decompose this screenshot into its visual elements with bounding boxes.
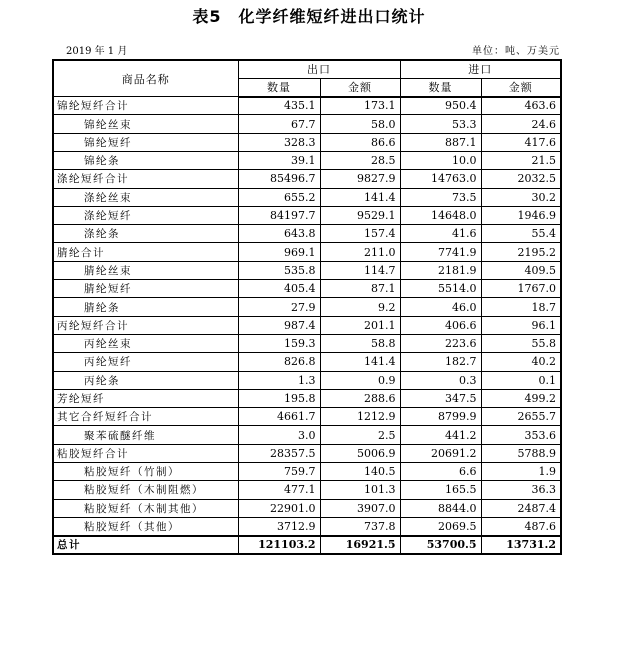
- cell-export-amount: 58.8: [320, 334, 400, 352]
- cell-export-amount: 3907.0: [320, 499, 400, 517]
- cell-import-amount: 55.8: [481, 334, 561, 352]
- cell-export-amount: 9529.1: [320, 206, 400, 224]
- cell-import-amount: 30.2: [481, 188, 561, 206]
- cell-import-amount: 40.2: [481, 353, 561, 371]
- header-export-amount: 金额: [320, 78, 400, 96]
- row-name: 粘胶短纤（其他）: [53, 517, 238, 535]
- total-export-amount: 16921.5: [320, 536, 400, 554]
- cell-import-amount: 499.2: [481, 389, 561, 407]
- cell-import-qty: 20691.2: [400, 444, 481, 462]
- cell-export-qty: 159.3: [238, 334, 320, 352]
- cell-export-amount: 140.5: [320, 463, 400, 481]
- cell-import-qty: 46.0: [400, 298, 481, 316]
- total-export-qty: 121103.2: [238, 536, 320, 554]
- report-date: 2019 年 1 月: [66, 46, 128, 57]
- cell-import-amount: 96.1: [481, 316, 561, 334]
- row-name: 其它合纤短纤合计: [53, 408, 238, 426]
- cell-export-qty: 22901.0: [238, 499, 320, 517]
- row-name: 聚苯硫醚纤维: [53, 426, 238, 444]
- cell-import-amount: 21.5: [481, 151, 561, 169]
- table-row: [53, 426, 561, 444]
- cell-import-qty: 347.5: [400, 389, 481, 407]
- cell-import-qty: 7741.9: [400, 243, 481, 261]
- cell-export-qty: 987.4: [238, 316, 320, 334]
- cell-import-amount: 2195.2: [481, 243, 561, 261]
- cell-export-qty: 655.2: [238, 188, 320, 206]
- cell-import-qty: 950.4: [400, 97, 481, 115]
- cell-export-qty: 826.8: [238, 353, 320, 371]
- row-name: 丙纶短纤合计: [53, 316, 238, 334]
- row-name: 丙纶短纤: [53, 353, 238, 371]
- cell-import-amount: 1.9: [481, 463, 561, 481]
- cell-export-qty: 328.3: [238, 133, 320, 151]
- cell-export-qty: 4661.7: [238, 408, 320, 426]
- cell-import-amount: 1767.0: [481, 280, 561, 298]
- cell-export-amount: 141.4: [320, 353, 400, 371]
- cell-import-qty: 2181.9: [400, 261, 481, 279]
- header-import: 进口: [400, 60, 561, 78]
- cell-import-qty: 223.6: [400, 334, 481, 352]
- cell-export-qty: 84197.7: [238, 206, 320, 224]
- row-name: 腈纶短纤: [53, 280, 238, 298]
- cell-import-amount: 24.6: [481, 115, 561, 133]
- cell-import-amount: 0.1: [481, 371, 561, 389]
- table-row: [53, 298, 561, 316]
- cell-export-amount: 141.4: [320, 188, 400, 206]
- row-name: 腈纶丝束: [53, 261, 238, 279]
- cell-import-amount: 353.6: [481, 426, 561, 444]
- row-name: 腈纶合计: [53, 243, 238, 261]
- table-title: 表5 化学纤维短纤进出口统计: [192, 7, 426, 26]
- cell-import-qty: 2069.5: [400, 517, 481, 535]
- cell-import-qty: 0.3: [400, 371, 481, 389]
- cell-import-amount: 55.4: [481, 225, 561, 243]
- cell-export-amount: 9827.9: [320, 170, 400, 188]
- cell-export-amount: 28.5: [320, 151, 400, 169]
- table-row: [53, 133, 561, 151]
- cell-import-amount: 18.7: [481, 298, 561, 316]
- cell-import-qty: 41.6: [400, 225, 481, 243]
- cell-export-amount: 201.1: [320, 316, 400, 334]
- cell-export-qty: 39.1: [238, 151, 320, 169]
- header-export: 出口: [238, 60, 400, 78]
- table-row: [53, 243, 561, 261]
- table-row: [53, 115, 561, 133]
- table-row: [53, 481, 561, 499]
- table-row: [53, 371, 561, 389]
- row-name: 粘胶短纤（竹制）: [53, 463, 238, 481]
- cell-import-qty: 8844.0: [400, 499, 481, 517]
- cell-import-amount: 463.6: [481, 97, 561, 115]
- cell-export-amount: 288.6: [320, 389, 400, 407]
- row-name: 锦纶短纤: [53, 133, 238, 151]
- cell-import-amount: 5788.9: [481, 444, 561, 462]
- cell-export-qty: 405.4: [238, 280, 320, 298]
- cell-export-qty: 477.1: [238, 481, 320, 499]
- cell-import-qty: 441.2: [400, 426, 481, 444]
- header-row-1: [53, 60, 561, 78]
- cell-export-qty: 85496.7: [238, 170, 320, 188]
- cell-import-qty: 73.5: [400, 188, 481, 206]
- fiber-trade-table: [52, 59, 562, 555]
- table-row: [53, 517, 561, 535]
- row-name: 丙纶条: [53, 371, 238, 389]
- header-name: 商品名称: [53, 60, 238, 97]
- cell-export-amount: 9.2: [320, 298, 400, 316]
- cell-import-amount: 409.5: [481, 261, 561, 279]
- table-row: [53, 97, 561, 115]
- row-name: 锦纶条: [53, 151, 238, 169]
- cell-export-qty: 67.7: [238, 115, 320, 133]
- table-row: [53, 225, 561, 243]
- table-row: [53, 316, 561, 334]
- cell-import-amount: 36.3: [481, 481, 561, 499]
- cell-import-amount: 417.6: [481, 133, 561, 151]
- row-name: 粘胶短纤合计: [53, 444, 238, 462]
- row-name: 锦纶丝束: [53, 115, 238, 133]
- cell-import-amount: 2655.7: [481, 408, 561, 426]
- table-row: [53, 334, 561, 352]
- cell-export-amount: 157.4: [320, 225, 400, 243]
- cell-export-qty: 27.9: [238, 298, 320, 316]
- total-label: 总计: [53, 536, 238, 554]
- cell-export-qty: 759.7: [238, 463, 320, 481]
- cell-import-qty: 8799.9: [400, 408, 481, 426]
- cell-import-amount: 2032.5: [481, 170, 561, 188]
- cell-export-amount: 2.5: [320, 426, 400, 444]
- table-row: [53, 499, 561, 517]
- cell-export-qty: 643.8: [238, 225, 320, 243]
- cell-import-qty: 14763.0: [400, 170, 481, 188]
- cell-import-amount: 2487.4: [481, 499, 561, 517]
- table-row: [53, 408, 561, 426]
- cell-export-amount: 737.8: [320, 517, 400, 535]
- cell-import-amount: 1946.9: [481, 206, 561, 224]
- cell-export-qty: 969.1: [238, 243, 320, 261]
- row-name: 锦纶短纤合计: [53, 97, 238, 115]
- cell-export-qty: 1.3: [238, 371, 320, 389]
- cell-export-qty: 535.8: [238, 261, 320, 279]
- row-name: 芳纶短纤: [53, 389, 238, 407]
- row-name: 腈纶条: [53, 298, 238, 316]
- header-import-qty: 数量: [400, 78, 481, 96]
- header-export-qty: 数量: [238, 78, 320, 96]
- cell-export-amount: 211.0: [320, 243, 400, 261]
- cell-import-qty: 5514.0: [400, 280, 481, 298]
- cell-import-amount: 487.6: [481, 517, 561, 535]
- header-import-amount: 金额: [481, 78, 561, 96]
- cell-export-qty: 28357.5: [238, 444, 320, 462]
- total-import-qty: 53700.5: [400, 536, 481, 554]
- total-row: [53, 536, 561, 554]
- table-row: [53, 463, 561, 481]
- cell-import-qty: 887.1: [400, 133, 481, 151]
- cell-export-qty: 195.8: [238, 389, 320, 407]
- cell-export-qty: 3.0: [238, 426, 320, 444]
- cell-export-amount: 0.9: [320, 371, 400, 389]
- cell-import-qty: 10.0: [400, 151, 481, 169]
- table-row: [53, 353, 561, 371]
- cell-import-qty: 182.7: [400, 353, 481, 371]
- row-name: 粘胶短纤（木制阻燃）: [53, 481, 238, 499]
- cell-import-qty: 53.3: [400, 115, 481, 133]
- cell-export-amount: 87.1: [320, 280, 400, 298]
- cell-export-amount: 58.0: [320, 115, 400, 133]
- cell-export-amount: 173.1: [320, 97, 400, 115]
- cell-import-qty: 165.5: [400, 481, 481, 499]
- table-row: [53, 170, 561, 188]
- row-name: 粘胶短纤（木制其他）: [53, 499, 238, 517]
- table-row: [53, 261, 561, 279]
- unit-label: 单位：吨、万美元: [472, 46, 560, 57]
- cell-export-amount: 5006.9: [320, 444, 400, 462]
- table-row: [53, 206, 561, 224]
- cell-import-qty: 14648.0: [400, 206, 481, 224]
- row-name: 涤纶短纤: [53, 206, 238, 224]
- cell-export-amount: 86.6: [320, 133, 400, 151]
- row-name: 丙纶丝束: [53, 334, 238, 352]
- cell-export-amount: 101.3: [320, 481, 400, 499]
- cell-import-qty: 406.6: [400, 316, 481, 334]
- table-row: [53, 151, 561, 169]
- table-row: [53, 444, 561, 462]
- table-row: [53, 280, 561, 298]
- row-name: 涤纶短纤合计: [53, 170, 238, 188]
- cell-export-amount: 1212.9: [320, 408, 400, 426]
- total-import-amount: 13731.2: [481, 536, 561, 554]
- row-name: 涤纶丝束: [53, 188, 238, 206]
- cell-export-qty: 435.1: [238, 97, 320, 115]
- cell-import-qty: 6.6: [400, 463, 481, 481]
- row-name: 涤纶条: [53, 225, 238, 243]
- cell-export-qty: 3712.9: [238, 517, 320, 535]
- table-row: [53, 188, 561, 206]
- cell-export-amount: 114.7: [320, 261, 400, 279]
- table-row: [53, 389, 561, 407]
